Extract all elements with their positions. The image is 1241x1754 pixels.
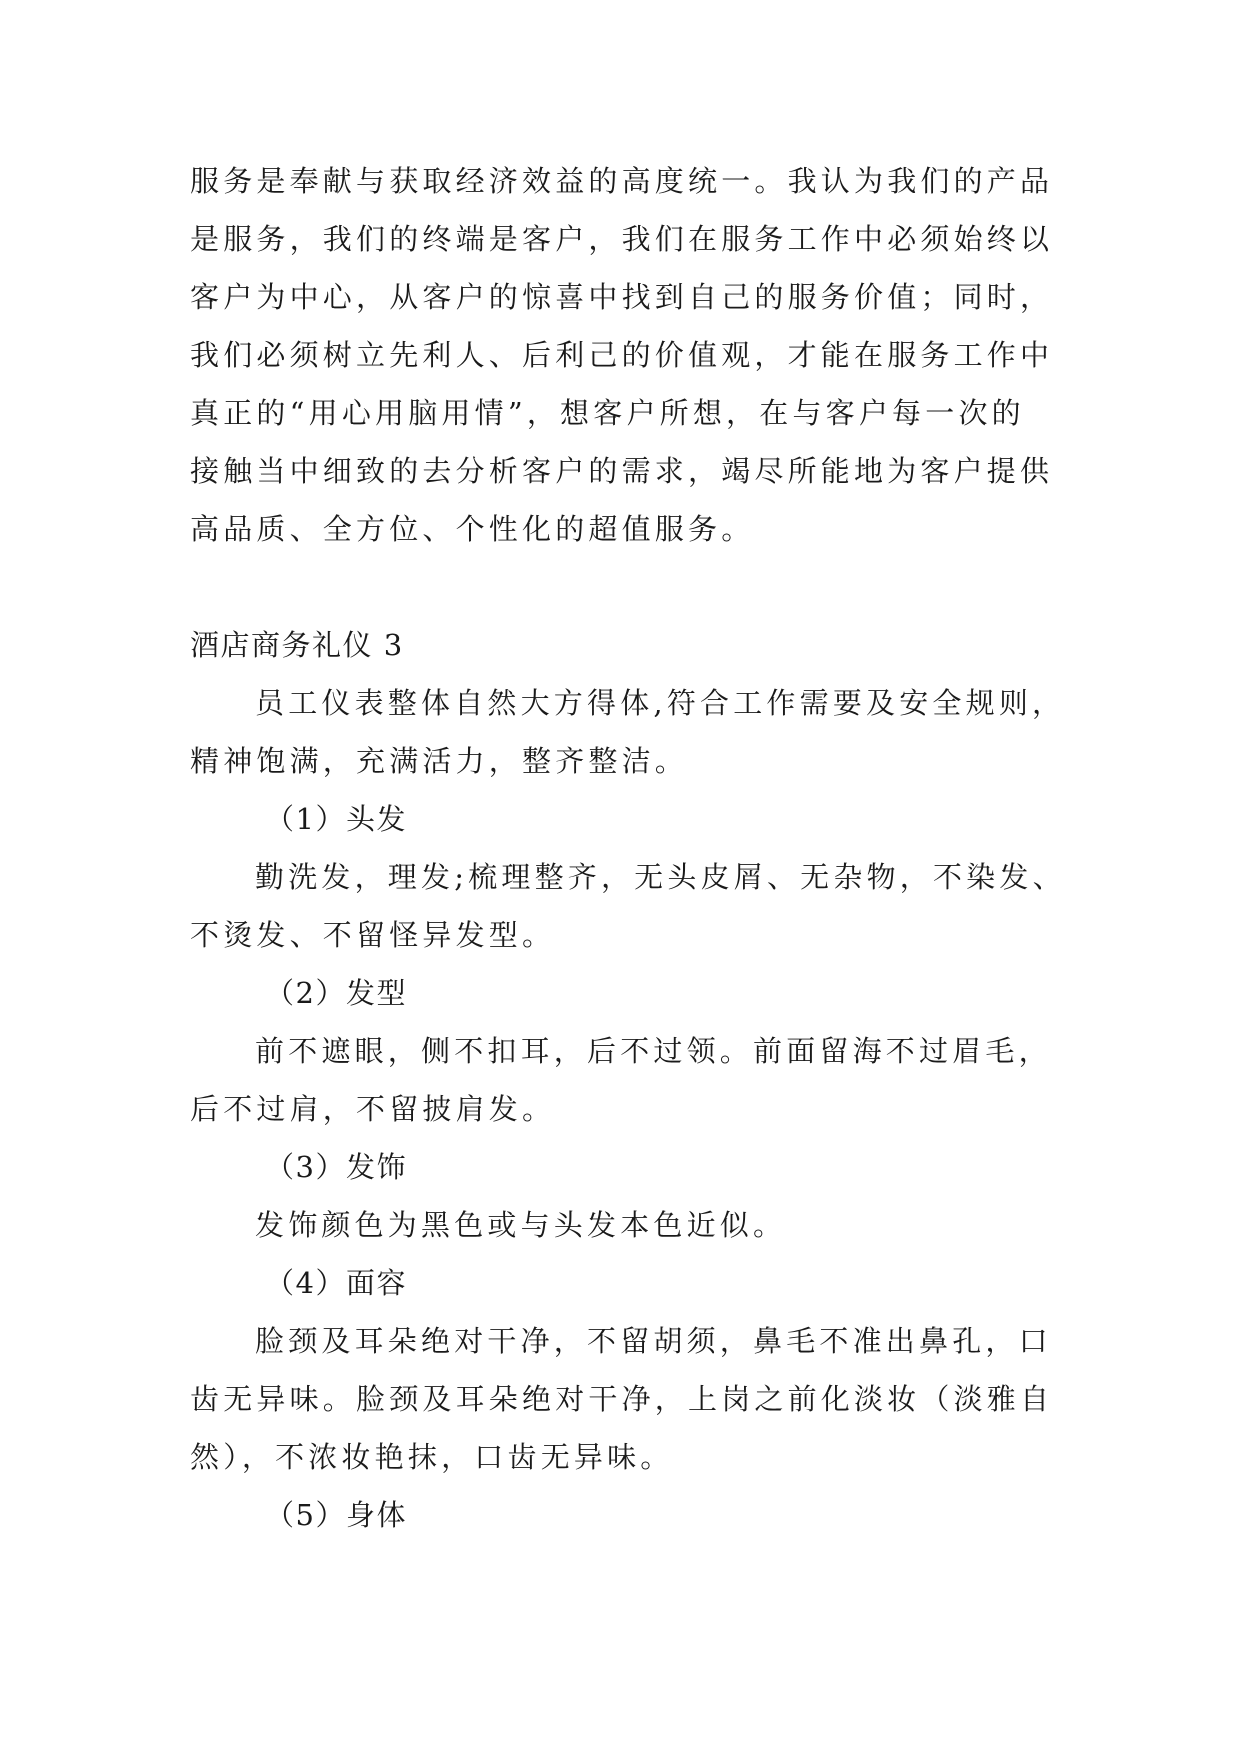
item-body-line: 后不过肩，不留披肩发。 xyxy=(190,1092,556,1126)
item-body-line: 不烫发、不留怪异发型。 xyxy=(190,918,556,952)
intro-line: 员工仪表整体自然大方得体,符合工作需要及安全规则， xyxy=(255,686,1066,720)
item-body-line: 然），不浓妆艳抹，口齿无异味。 xyxy=(190,1440,674,1474)
item-body-line: 勤洗发，理发;梳理整齐，无头皮屑、无杂物，不染发、 xyxy=(255,860,1066,894)
item-heading: （3）发饰 xyxy=(265,1150,407,1184)
item-body-line: 前不遮眼，侧不扣耳，后不过领。前面留海不过眉毛， xyxy=(255,1034,1052,1068)
item-heading: （5）身体 xyxy=(265,1498,407,1532)
intro-line: 精神饱满，充满活力，整齐整洁。 xyxy=(190,744,689,778)
paragraph-line: 客户为中心，从客户的惊喜中找到自己的服务价值；同时， xyxy=(190,280,1054,314)
item-body-line: 发饰颜色为黑色或与头发本色近似。 xyxy=(255,1208,787,1242)
item-body-line: 脸颈及耳朵绝对干净，不留胡须，鼻毛不准出鼻孔，口 xyxy=(255,1324,1052,1358)
item-heading: （4）面容 xyxy=(265,1266,407,1300)
item-body-line: 齿无异味。脸颈及耳朵绝对干净，上岗之前化淡妆（淡雅自 xyxy=(190,1382,1054,1416)
paragraph-line: 我们必须树立先利人、后利己的价值观，才能在服务工作中 xyxy=(190,338,1054,372)
paragraph-line: 服务是奉献与获取经济效益的高度统一。我认为我们的产品 xyxy=(190,164,1054,198)
item-heading: （2）发型 xyxy=(265,976,407,1010)
section-title: 酒店商务礼仪 3 xyxy=(190,628,404,662)
paragraph-line: 高品质、全方位、个性化的超值服务。 xyxy=(190,512,755,546)
item-heading: （1）头发 xyxy=(265,802,407,836)
paragraph-line: 接触当中细致的去分析客户的需求，竭尽所能地为客户提供 xyxy=(190,454,1054,488)
paragraph-line: 真正的“用心用脑用情”，想客户所想，在与客户每一次的 xyxy=(190,396,1025,430)
paragraph-line: 是服务，我们的终端是客户，我们在服务工作中必须始终以 xyxy=(190,222,1054,256)
